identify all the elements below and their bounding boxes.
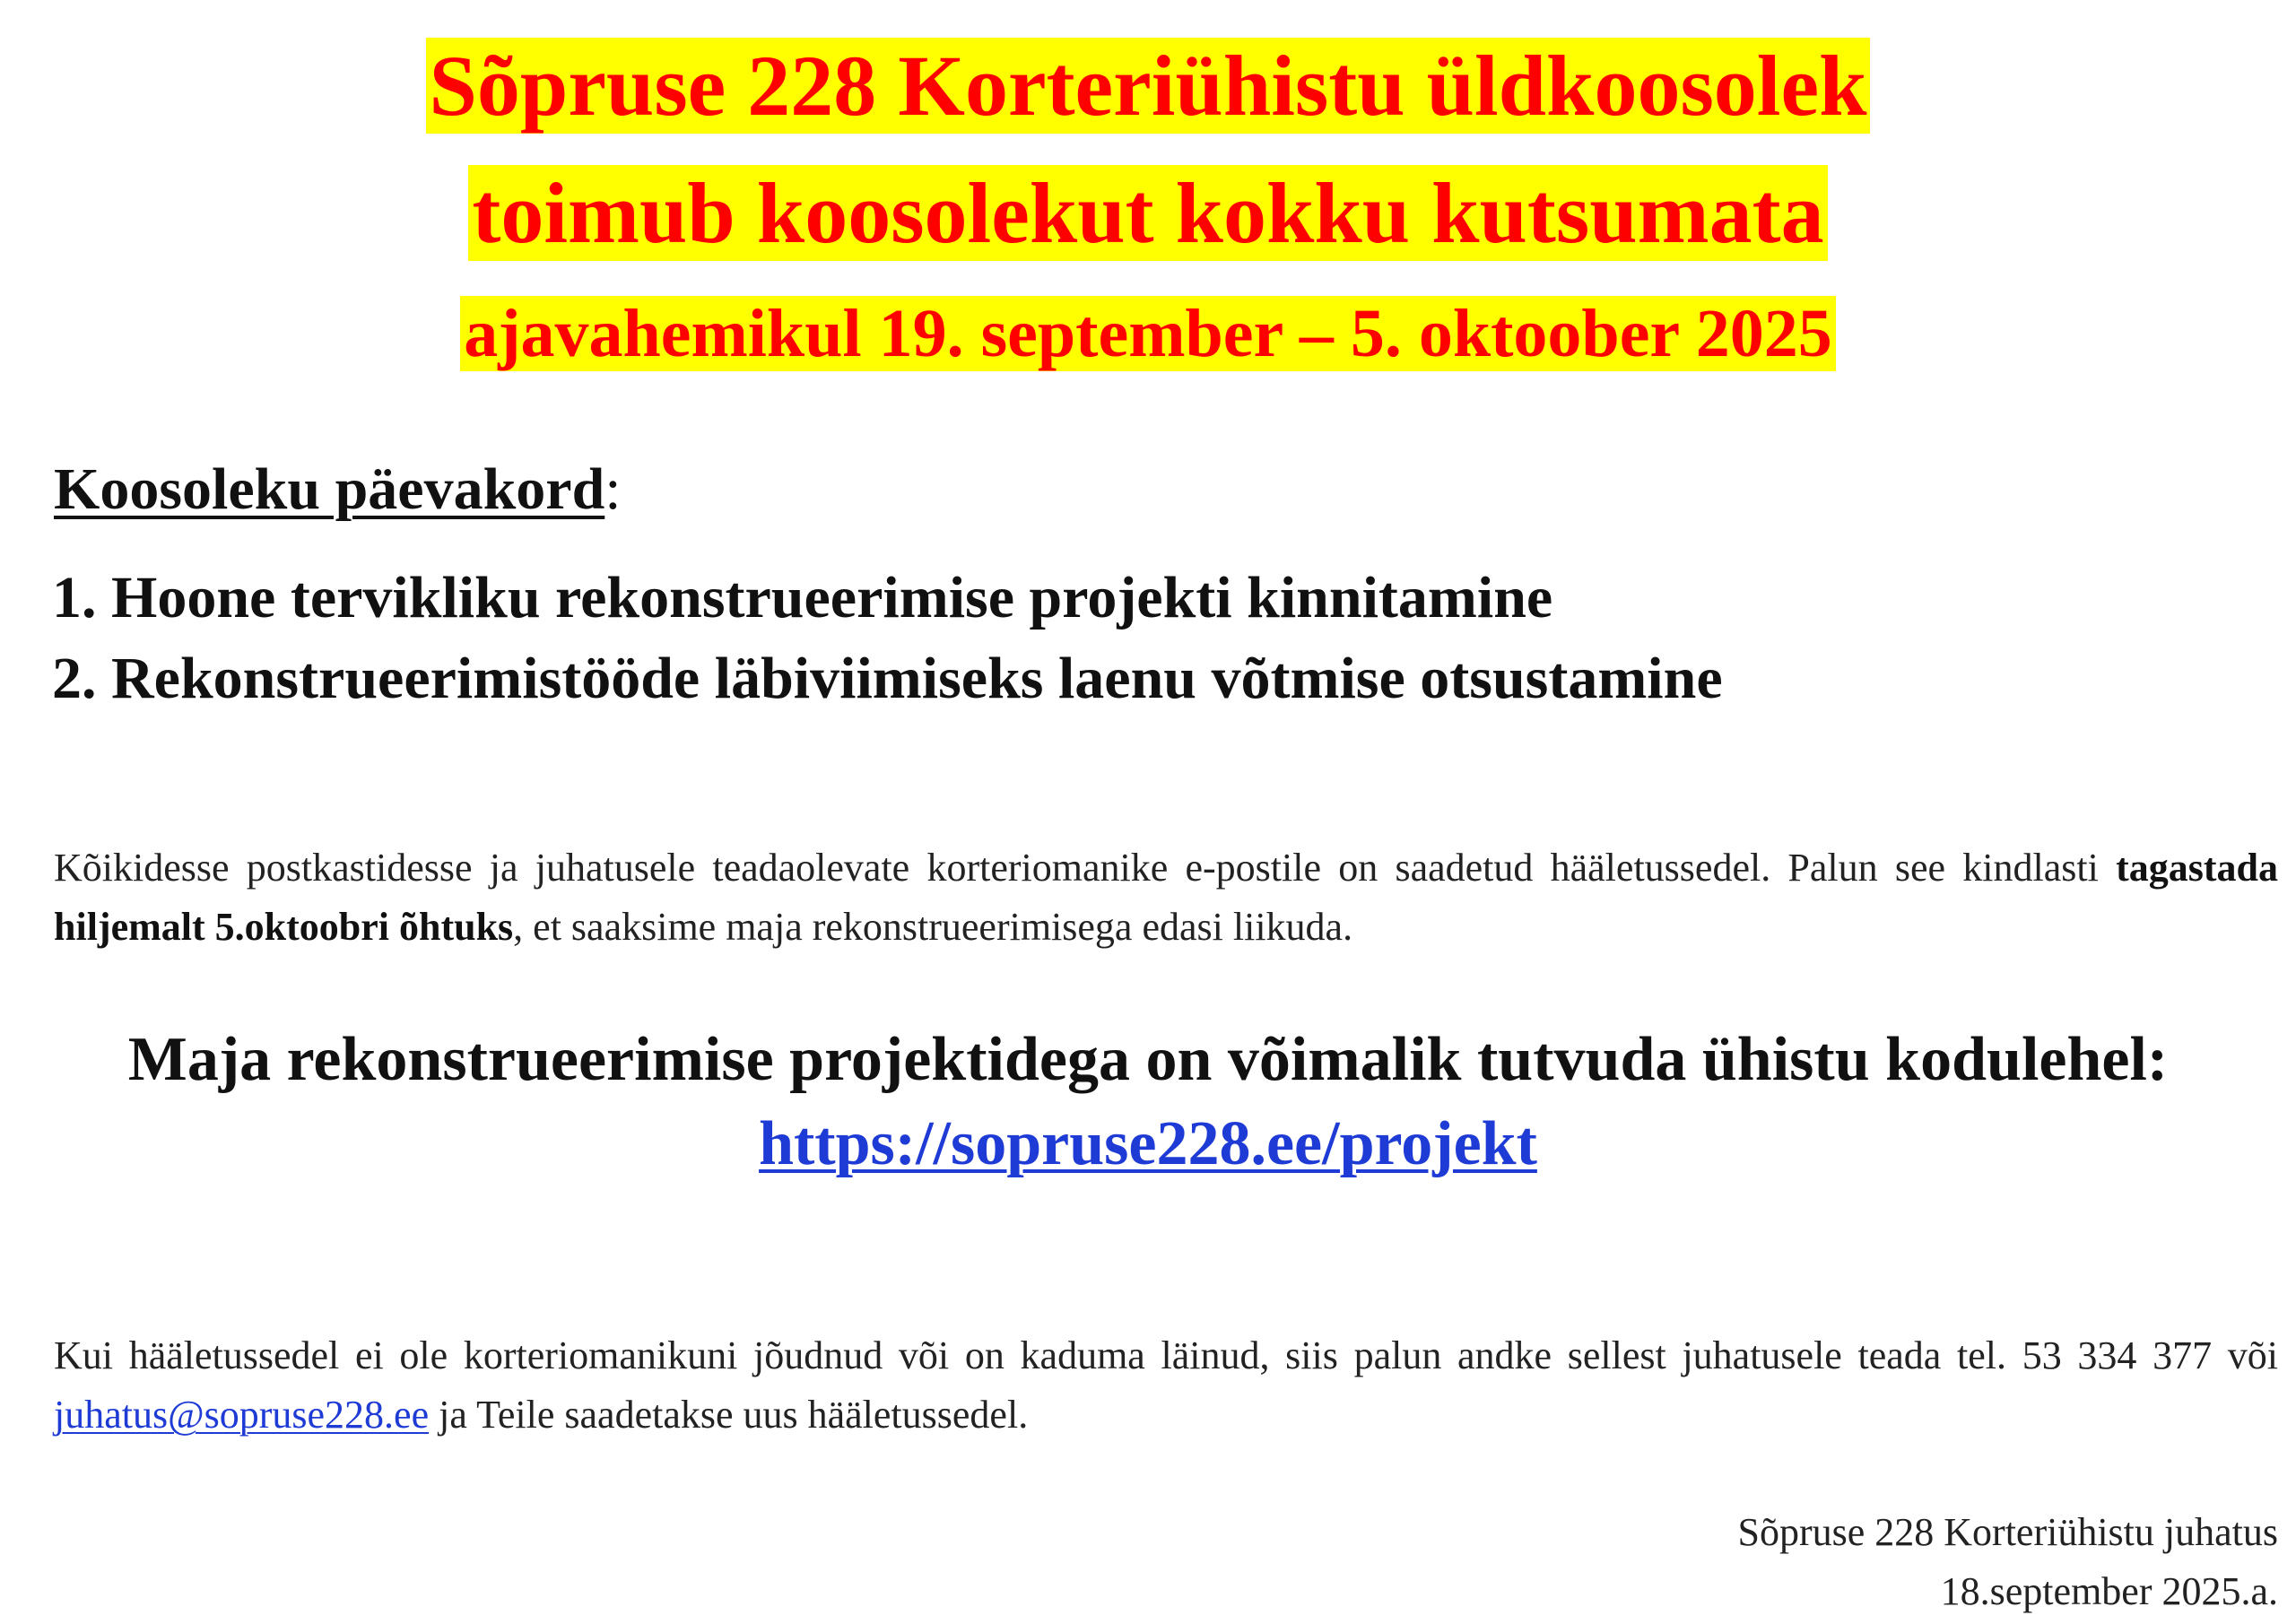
title-line-1 (0, 30, 2296, 142)
ballot-deadline: tagastada hiljemalt 5.oktoobri õhtuks (54, 846, 2278, 949)
agenda-heading (54, 445, 622, 534)
email-link[interactable]: juhatus@sopruse228.ee (54, 1393, 430, 1437)
projects-announcement (0, 1018, 2296, 1186)
title-line-3 (0, 287, 2296, 380)
agenda-item: 2. Rekonstrueerimistööde läbiviimiseks laenu võtmise otsustamine (52, 646, 1723, 711)
signature (1737, 1503, 2278, 1621)
agenda-list (52, 558, 1723, 719)
ballot-notice-text: Kõikidesse postkastidesse ja juhatusele teadaolevate korteriomanike e-postile on saadetud hääletussedel. Palun see kindlasti (54, 846, 2117, 890)
agenda-heading-text: Koosoleku päevakord (54, 456, 605, 522)
ballot-notice-paragraph (54, 838, 2278, 957)
project-link[interactable]: https://sopruse228.ee/projekt (759, 1109, 1537, 1178)
agenda-heading-colon: : (604, 456, 622, 522)
title-line-3-text: ajavahemikul 19. september – 5. oktoober 2025 (460, 296, 1836, 371)
agenda-item: 1. Hoone tervikliku rekonstrueerimise projekti kinnitamine (52, 565, 1553, 630)
title-line-2-text: toimub koosolekut kokku kutsumata (468, 165, 1827, 261)
title-line-2 (0, 158, 2296, 269)
signature-date: 18.september 2025.a. (1940, 1569, 2278, 1613)
ballot-notice-text-end: , et saaksime maja rekonstrueerimisega edasi liikuda. (513, 905, 1353, 949)
contact-paragraph (54, 1326, 2278, 1445)
signature-board: Sõpruse 228 Korteriühistu juhatus (1737, 1510, 2278, 1554)
contact-text: Kui hääletussedel ei ole korteriomanikuni jõudnud või on kaduma läinud, siis palun andke sellest juhatusele teada tel. 53 334 377 või (54, 1333, 2278, 1377)
projects-announcement-text: Maja rekonstrueerimise projektidega on võimalik tutvuda ühistu kodulehel: (127, 1025, 2169, 1094)
contact-text-end: ja Teile saadetakse uus hääletussedel. (429, 1393, 1029, 1437)
title-line-1-text: Sõpruse 228 Korteriühistu üldkoosolek (426, 38, 1871, 134)
